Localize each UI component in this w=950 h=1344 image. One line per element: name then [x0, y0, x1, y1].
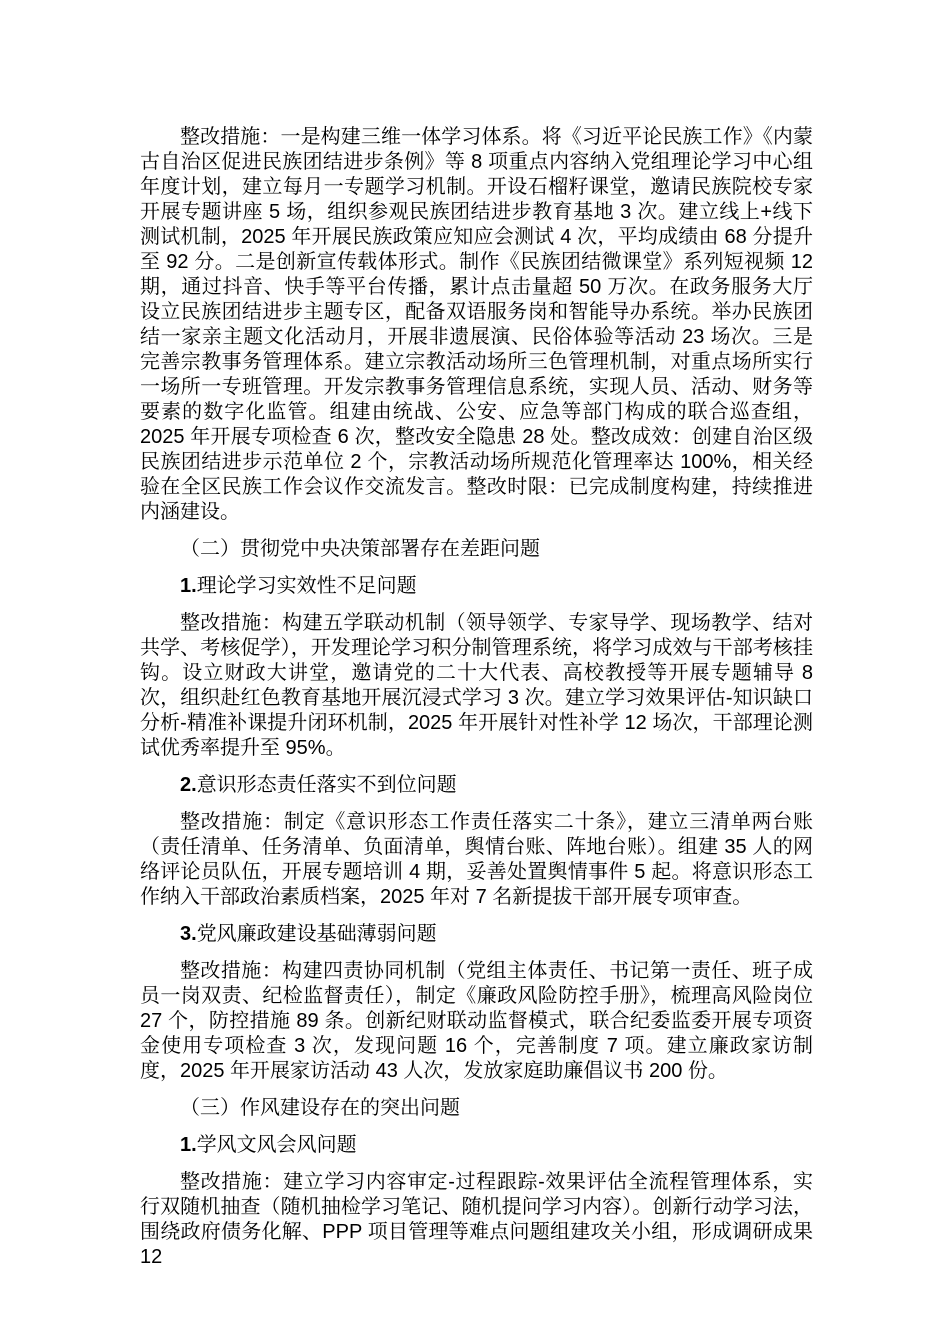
numbered-heading [140, 574, 813, 599]
body-paragraph: 整改措施：制定《意识形态工作责任落实二十条》，建立三清单两台账（责任清单、任务清单、负面清单，舆情台账、阵地台账）。组建 35 人的网络评论员队伍，开展专题培训 4 期，妥善处置舆情事件 5 起。将意识形态工作纳入干部政治素质档案，2025 年对 7 名新提拔干部开展专项审查。 [140, 811, 813, 908]
heading-title: 学风文风会风问题 [196, 1134, 357, 1156]
body-paragraph: 整改措施：一是构建三维一体学习体系。将《习近平论民族工作》《内蒙古自治区促进民族团结进步条例》等 8 项重点内容纳入党组理论学习中心组年度计划，建立每月一专题学习机制。开设石榴籽课堂，邀请民族院校专家开展专题讲座 5 场，组织参观民族团结进步教育基地 3 次。建立线上+线下测试机制，2025 年开展民族政策应知应会测试 4 次，平均成绩由 68 分提升至 92 分。二是创新宣传载体形式。制作《民族团结微课堂》系列短视频 12 期，通过抖音、快手等平台传播，累计点击量超 50 万次。在政务服务大厅设立民族团结进步主题专区，配备双语服务岗和智能导办系统。举办民族团结一家亲主题文化活动月，开展非遗展演、民俗体验等活动 23 场次。三是完善宗教事务管理体系。建立宗教活动场所三色管理机制，对重点场所实行一场所一专班管理。开发宗教事务管理信息系统，实现人员、活动、财务等要素的数字化监管。组建由统战、公安、应急等部门构成的联合巡查组，2025 年开展专项检查 6 次，整改安全隐患 28 处。整改成效：创建自治区级民族团结进步示范单位 2 个，宗教活动场所规范化管理率达 100%，相关经验在全区民族工作会议作交流发言。整改时限：已完成制度构建，持续推进内涵建设。 [140, 126, 813, 523]
numbered-heading [140, 922, 813, 947]
section-heading: （二）贯彻党中央决策部署存在差距问题 [180, 538, 540, 560]
document-content [140, 125, 813, 1282]
heading-number: 1. [180, 1134, 197, 1156]
heading-number: 1. [180, 575, 197, 597]
heading-title: 意识形态责任落实不到位问题 [196, 774, 457, 796]
heading-number: 3. [180, 923, 197, 945]
section-heading: （三）作风建设存在的突出问题 [180, 1097, 460, 1119]
heading-number: 2. [180, 774, 197, 796]
body-paragraph: 整改措施：构建五学联动机制（领导领学、专家导学、现场教学、结对共学、考核促学），开发理论学习积分制管理系统，将学习成效与干部考核挂钩。设立财政大讲堂，邀请党的二十大代表、高校教授等开展专题辅导 8 次，组织赴红色教育基地开展沉浸式学习 3 次。建立学习效果评估-知识缺口分析-精准补课提升闭环机制，2025 年开展针对性补学 12 场次，干部理论测试优秀率提升至 95%。 [140, 612, 813, 759]
heading-title: 党风廉政建设基础薄弱问题 [196, 923, 437, 945]
body-paragraph: 整改措施：建立学习内容审定-过程跟踪-效果评估全流程管理体系，实行双随机抽查（随机抽检学习笔记、随机提问学习内容）。创新行动学习法，围绕政府债务化解、PPP 项目管理等难点问题组建攻关小组，形成调研成果 12 [140, 1171, 813, 1268]
heading-title: 理论学习实效性不足问题 [196, 575, 417, 597]
body-paragraph: 整改措施：构建四责协同机制（党组主体责任、书记第一责任、班子成员一岗双责、纪检监督责任），制定《廉政风险防控手册》，梳理高风险岗位 27 个，防控措施 89 条。创新纪财联动监督模式，联合纪委监委开展专项资金使用专项检查 3 次，发现问题 16 个，完善制度 7 项。建立廉政家访制度，2025 年开展家访活动 43 人次，发放家庭助廉倡议书 200 份。 [140, 960, 813, 1082]
numbered-heading [140, 1133, 813, 1158]
numbered-heading [140, 773, 813, 798]
